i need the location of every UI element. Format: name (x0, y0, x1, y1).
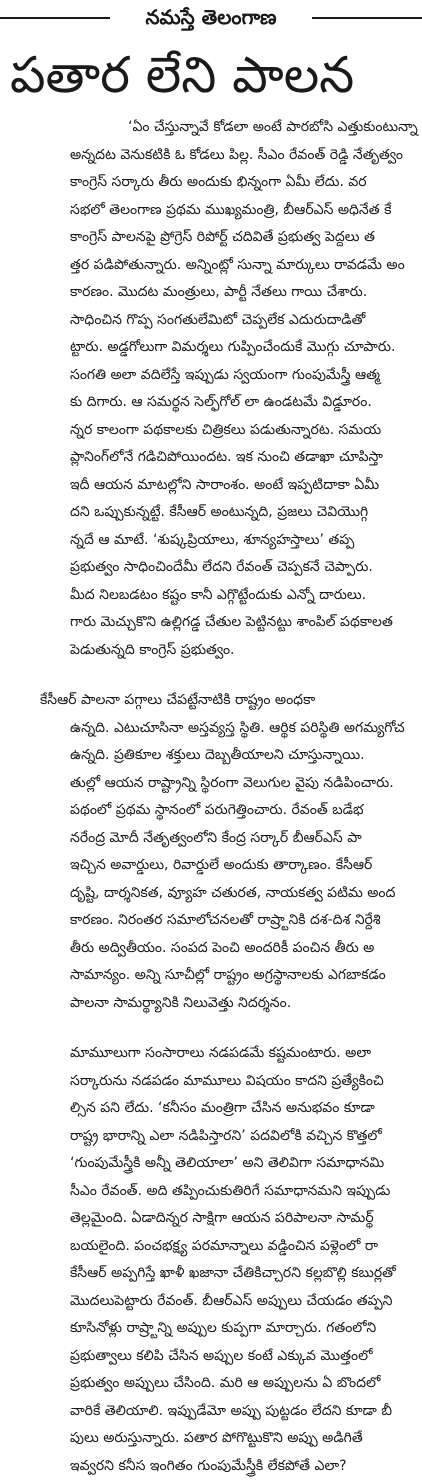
article-text-line: ప్రభుత్వాలు కలిపి చేసిన అప్పుల కంటే ఎక్కువ మొత్తంలో (0, 1343, 422, 1371)
masthead (0, 0, 422, 34)
article-text-line: కూసినోళ్లు రాష్ర్టాన్ని అప్పుల కుప్పగా మార్చారు. గతంలోని (0, 1315, 422, 1343)
article-text-line: ‘గుంపుమేస్త్రీకి అన్నీ తెలియాలా’ అని తెలివిగా సమాధానమి (0, 1150, 422, 1178)
masthead-rule-left (0, 17, 110, 19)
article-text-line: కేసీఆర్ అప్పగిస్తే ఖాళీ ఖజానా చేతికిచ్చారని కల్లబొల్లి కబుర్లతో (0, 1260, 422, 1288)
article-text-line: సాధించిన గొప్ప సంగతులేమిటో చెప్పలేక ఎదురుదాడితో (0, 307, 422, 335)
article-text-line: న్నర కాలంగా పథకాలకు చిత్రికలు పడుతున్నారట. సమయ (0, 417, 422, 445)
article-text-line: ఇదీ ఆయన మాటల్లోని సారాంశం. అంటే ఇప్పటిదాకా ఏమీ (0, 472, 422, 500)
article-text-line: సభలో తెలంగాణ ప్రథమ ముఖ్యమంత్రి, బీఆర్ఎస్ అధినేత కే (0, 197, 422, 225)
article-text-line: పాలనా సామర్థ్యానికి నిలువెత్తు నిదర్శనం. (0, 990, 422, 1018)
article-text-line: దని ఒప్పుకున్నట్టే. కేసీఆర్ అంటున్నది, ప్రజలు చెవియొగ్గి (0, 499, 422, 527)
article-text-line: అన్నదట వెనుకటికి ఓ కోడలు పిల్ల. సీఎం రేవంత్ రెడ్డి నేతృత్వం (0, 142, 422, 170)
article-text-line: ట్టారు. అడ్డగోలుగా విమర్శలు గుప్పించేందుకే మొగ్గు చూపారు. (0, 334, 422, 362)
article-text-line: ఉన్నది. ఎటుచూసినా అస్తవ్యస్త స్థితి. ఆర్థిక పరిస్థితి అగమ్యగోచ (0, 715, 422, 743)
article-text-line: న్నదే ఆ మాటే. ‘శుష్కప్రియాలు, శూన్యహస్తాలు’ తప్ప (0, 527, 422, 555)
article-paragraph (0, 687, 422, 1017)
article-paragraph (0, 114, 422, 664)
article-text-line: సీఎం రేవంత్. అది తప్పించుకుతిరిగే సమాధానమని ఇప్పుడు (0, 1178, 422, 1206)
masthead-rule-right (312, 17, 422, 19)
article-text-line: మామూలుగా సంసారాలు నడపడమే కష్టమంటారు. అలా (0, 1040, 422, 1068)
article-text-line: కాంగ్రెస్ పాలనపై ప్రోగ్రెస్ రిపోర్ట్ చదివితే ప్రభుత్వ పెద్దలు త (0, 224, 422, 252)
article-text-line: బయలైంది. పంచభక్ష్య పరమాన్నాలు వడ్డించిన పళ్లెంలో రా (0, 1233, 422, 1261)
newspaper-name: నమస్తే తెలంగాణ (137, 2, 284, 32)
article-text-line: ప్రభుత్వం అప్పులు చేసింది. మరి ఆ అప్పులను ఏ బొందలో (0, 1370, 422, 1398)
article-text-line: కు దిగారు. ఆ సమర్థన సెల్ఫ్‌గోల్ లా ఉండటమే విడ్డూరం. (0, 389, 422, 417)
article-text-line: సంగతి అలా వదిలేస్తే ఇప్పుడు స్వయంగా గుంపుమేస్త్రీ ఆత్మ (0, 362, 422, 390)
article-text-line: ఇవ్వరని కనీస ఇంగితం గుంపుమేస్త్రీకి లేకపోతే ఎలా? (0, 1453, 422, 1480)
article-text-line: సర్కారును నడపడం మామూలు విషయం కాదని ప్రత్యేకించి (0, 1068, 422, 1096)
article-text-line: సామాన్యం. అన్ని సూచీల్లో రాష్ట్రం అగ్రస్థానాలకు ఎగబాకడం (0, 962, 422, 990)
article-text-line: ప్లానింగ్‌లోనే గడిచిపోయిందట. ఇక నుంచి తడాఖా చూపిస్తా (0, 444, 422, 472)
article-headline: పతార లేని పాలన (10, 40, 422, 110)
article-text-line: రాష్ట్ర భారాన్ని ఎలా నడిపిస్తారని’ పదవిలోకి వచ్చిన కొత్తలో (0, 1123, 422, 1151)
article-text-line: తుల్లో ఆయన రాష్ట్రాన్ని స్థిరంగా వెలుగుల వైపు నడిపించారు. (0, 770, 422, 798)
article-text-line: కారణం. నిరంతర సమాలోచనలతో రాష్ర్టానికి దశ-దిశ నిర్దేశి (0, 907, 422, 935)
article-text-line: తెల్లమైంది. ఏడాదిన్నర సాక్షిగా ఆయన పరిపాలనా సామర్థ్ (0, 1205, 422, 1233)
article-text-line: వారికే తెలియాలి. ఇప్పుడేమో అప్పు పుట్టడం లేదని కూడా బీ (0, 1398, 422, 1426)
article-text-line: కాంగ్రెస్ సర్కారు తీరు అందుకు భిన్నంగా ఏమీ లేదు. వర (0, 169, 422, 197)
article-text-line: దృష్టి, దార్శనికత, వ్యూహ చతురత, నాయకత్వ పటిమ అంద (0, 880, 422, 908)
article-paragraph (0, 1040, 422, 1480)
article-text-line: త్తర పడిపోతున్నారు. అన్నింట్లో సున్నా మార్కులు రావడమే అం (0, 252, 422, 280)
article-text-line: నరేంద్ర మోదీ నేతృత్వంలోని కేంద్ర సర్కార్ బీఆర్ఎస్ పా (0, 825, 422, 853)
article-text-line: ఇచ్చిన అవార్డులు, రివార్డులే అందుకు తార్కాణం. కేసీఆర్ (0, 852, 422, 880)
article-text-line: మీద నిలబడటం కష్టం కానీ ఎగ్గొట్టేందుకు ఎన్నో దారులు. (0, 582, 422, 610)
article-text-line: ప్రభుత్వం సాధించిందేమీ లేదని రేవంత్ చెప్పకనే చెప్పారు. (0, 554, 422, 582)
article-text-line: ‘ఏం చేస్తున్నావే కోడలా అంటే పారబోసి ఎత్తుకుంటున్నా (0, 114, 422, 142)
article-text-line: పెడుతున్నది కాంగ్రెస్ ప్రభుత్వం. (0, 637, 422, 665)
article-body (0, 114, 422, 1344)
article-text-line: గారు మెచ్చుకొని ఉల్లిగడ్డ చేతుల పెట్టినట్టు శాంపిల్ పథకాలత (0, 609, 422, 637)
article-text-line: కారణం. మొదట మంత్రులు, పార్టీ నేతలు గాయి చేశారు. (0, 279, 422, 307)
article-text-line: తీరు అద్వితీయం. సంపద పెంచి అందరికీ పంచిన తీరు అ (0, 935, 422, 963)
article-text-line: ల్సిన పని లేదు. ‘కనీసం మంత్రిగా చేసిన అనుభవం కూడా (0, 1095, 422, 1123)
article-text-line: కేసీఆర్ పాలనా పగ్గాలు చేపట్టేనాటికి రాష్ట్రం అంధకా (0, 687, 422, 715)
article-text-line: మొదలుపెట్టారు రేవంత్. బీఆర్ఎస్ అప్పులు చేయడం తప్పని (0, 1288, 422, 1316)
article-text-line: పులు అరుస్తున్నారు. పతార పోగొట్టుకొని అప్పు అడిగితే (0, 1425, 422, 1453)
article-text-line: ఉన్నది. ప్రతికూల శక్తులు దెబ్బతీయాలని చూస్తున్నాయి. (0, 742, 422, 770)
article-text-line: పథంలో ప్రథమ స్థానంలో పరుగెత్తించారు. రేవంత్ బడేభ (0, 797, 422, 825)
